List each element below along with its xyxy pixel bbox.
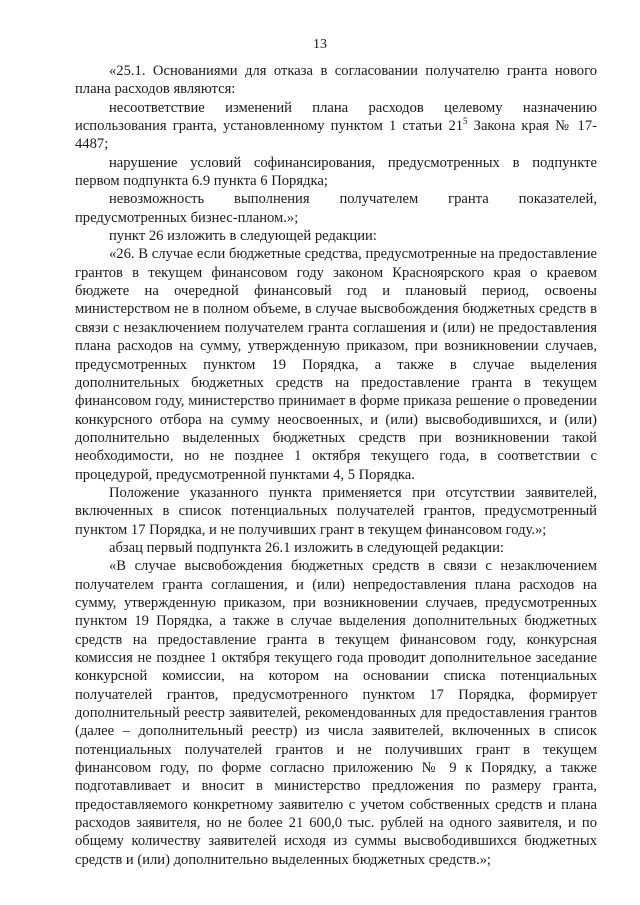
- paragraph: «25.1. Основаниями для отказа в согласовании получателю гранта нового плана расходов являются:: [75, 63, 597, 98]
- paragraph: пункт 26 изложить в следующей редакции:: [109, 228, 377, 245]
- paragraph: [75, 99, 597, 154]
- paragraph: невозможность выполнения получателем гранта показателей, предусмотренных бизнес-планом.»;: [75, 191, 597, 226]
- paragraph-text: Закона края № 17-4487;: [75, 118, 597, 153]
- paragraph: «26. В случае если бюджетные средства, предусмотренные на предоставление грантов в текущем финансовом году законом Красноярского края о краевом бюджете на очередной финансовый год и плановый период, освоены министерством не в полном объеме, в случае высвобождения бюджетных средств в связи с незаключением получателем гранта соглашения и (или) не предоставления плана расходов на сумму, утвержденную приказом, при возникновении случаев, предусмотренных пунктом 19 Порядка, а также в случае выделения дополнительных бюджетных средств на предоставление гранта в текущем финансовом году, министерство принимает в форме приказа решение о проведении конкурсного отбора на сумму неосвоенных, и (или) высвободившихся, и (или) дополнительно выделенных бюджетных средств при возникновении такой необходимости, но не позднее 1 октября текущего года, в соответствии с процедурой, предусмотренной пунктами 4, 5 Порядка.: [75, 246, 597, 483]
- paragraph: «В случае высвобождения бюджетных средств в связи с незаключением получателем гранта соглашения, и (или) непредоставления плана расходов на сумму, утвержденную приказом, при возникновении случаев, предусмотренных пунктом 19 Порядка, а также в случае выделения дополнительных бюджетных средств на предоставление гранта в текущем финансовом году, конкурсная комиссия не позднее 1 октября текущего года проводит дополнительное заседание конкурсной комиссии, на котором на основании списка потенциальных получателей грантов, предусмотренного пунктом 17 Порядка, формирует дополнительный реестр заявителей, рекомендованных для предоставления грантов (далее – дополнительный реестр) из числа заявителей, включенных в список потенциальных получателей грантов и не получивших грант в текущем финансовом году, по форме согласно приложению № 9 к Порядку, а также подготавливает и вносит в министерство предложения по размеру гранта, предоставляемого конкретному заявителю с учетом собственных средств и плана расходов заявителя, но не более 21 600,0 тыс. рублей на одного заявителя, и по общему количеству заявителей исходя из суммы высвободившихся бюджетных средств и (или) дополнительно выделенных бюджетных средств.»;: [75, 558, 597, 868]
- page-number: 13: [313, 37, 327, 52]
- superscript: 5: [463, 116, 468, 127]
- paragraph-text: несоответствие изменений плана расходов целевому назначению использования гранта, установленному пунктом 1 статьи 21: [75, 99, 597, 135]
- paragraph: Положение указанного пункта применяется при отсутствии заявителей, включенных в список потенциальных получателей грантов, предусмотренный пунктом 17 Порядка, и не получивших грант в текущем финансовом году.»;: [75, 484, 597, 538]
- paragraph: абзац первый подпункта 26.1 изложить в следующей редакции:: [109, 539, 504, 556]
- paragraph: нарушение условий софинансирования, предусмотренных в подпункте первом подпункта 6.9 пункта 6 Порядка;: [75, 154, 597, 190]
- document-body: [75, 62, 597, 869]
